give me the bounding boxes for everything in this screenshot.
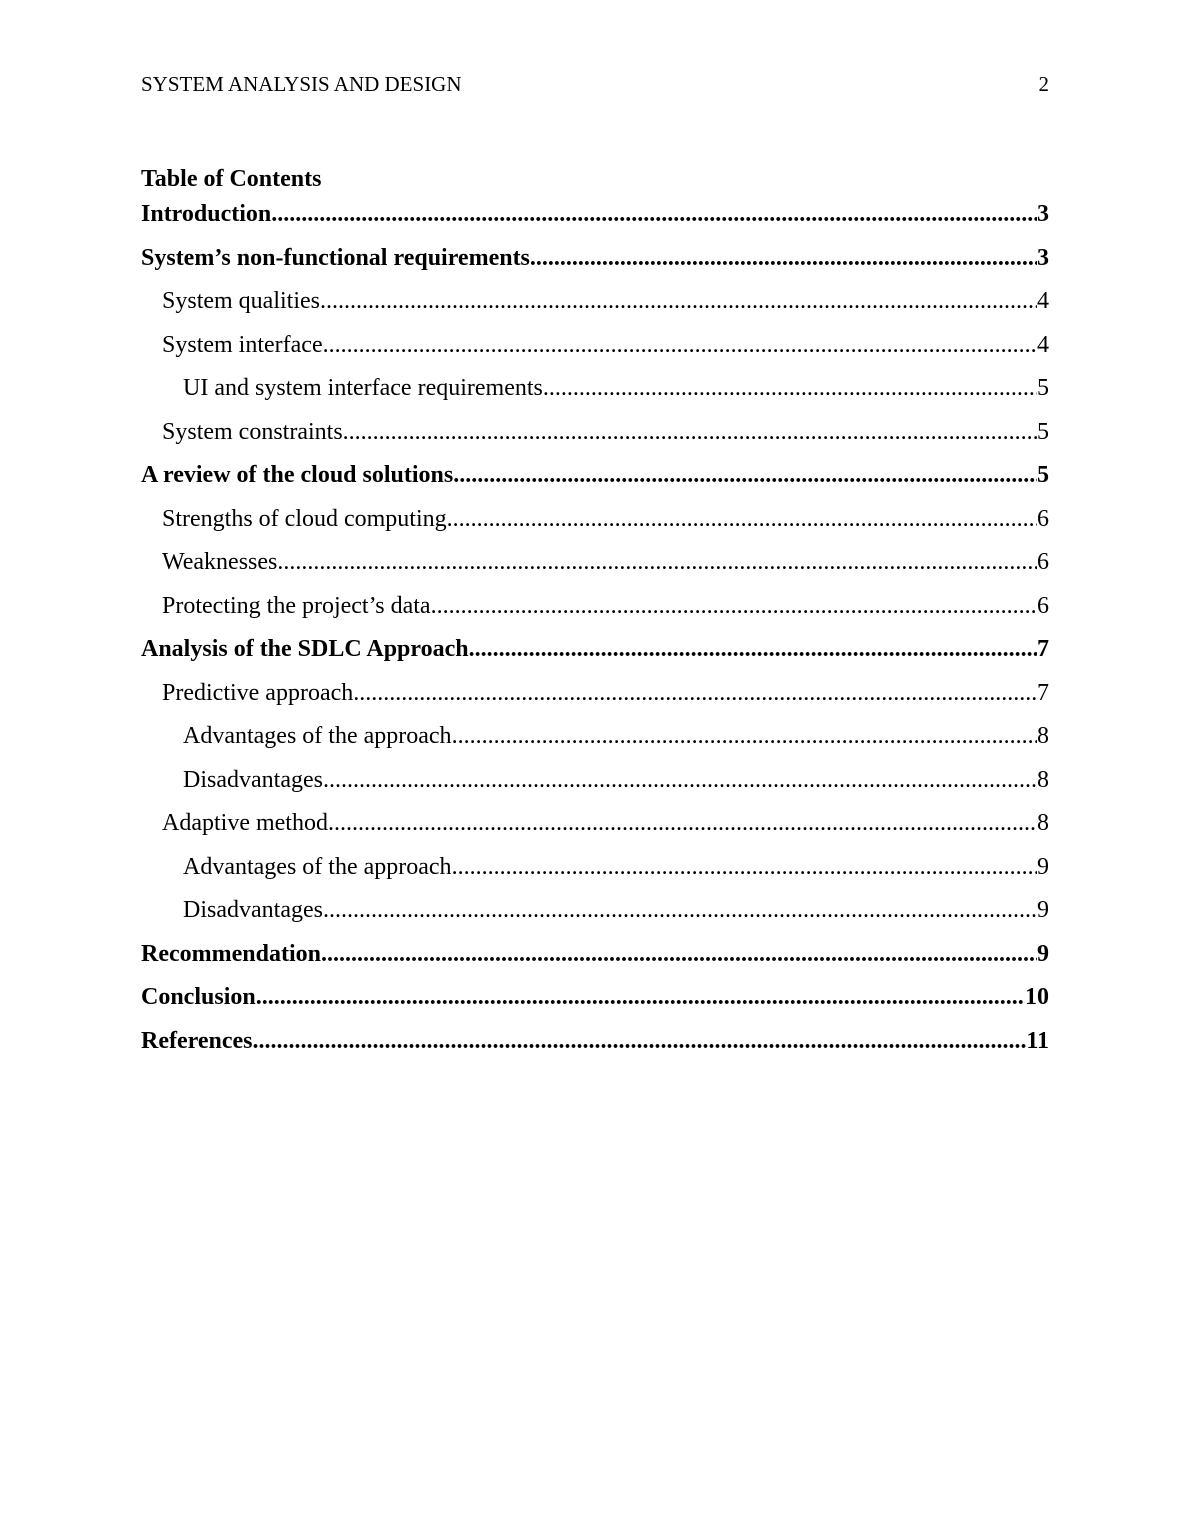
toc-leader-dots — [323, 328, 1037, 362]
toc-entry-recommendation[interactable] — [141, 937, 1049, 981]
toc-entry-page: 8 — [1037, 766, 1049, 793]
toc-leader-dots — [452, 719, 1037, 753]
toc-entry-system-constraints[interactable] — [141, 415, 1049, 459]
toc-entry-label: References — [141, 1027, 253, 1054]
toc-entry-sdlc-analysis[interactable] — [141, 632, 1049, 676]
toc-entry-predictive-approach[interactable] — [141, 676, 1049, 720]
toc-entry-label: UI and system interface requirements — [183, 375, 543, 401]
toc-entry-references[interactable] — [141, 1024, 1049, 1068]
header-title: SYSTEM ANALYSIS AND DESIGN — [141, 72, 462, 96]
toc-entry-label: Predictive approach — [162, 679, 354, 706]
toc-entry-page: 5 — [1037, 375, 1049, 401]
toc-entry-page: 8 — [1037, 810, 1049, 836]
toc-entry-label: A review of the cloud solutions — [141, 462, 454, 488]
toc-entry-protecting-data[interactable] — [141, 589, 1049, 633]
toc-leader-dots — [256, 980, 1025, 1014]
toc-entry-predictive-disadvantages[interactable] — [141, 763, 1049, 807]
toc-entry-cloud-strengths[interactable] — [141, 502, 1049, 546]
toc-entry-conclusion[interactable] — [141, 980, 1049, 1024]
toc-entry-label: Advantages of the approach — [183, 853, 452, 880]
toc-entry-system-interface[interactable] — [141, 328, 1049, 372]
toc-entry-adaptive-method[interactable] — [141, 806, 1049, 850]
toc-leader-dots — [320, 284, 1037, 318]
toc-entry-page: 9 — [1037, 940, 1049, 967]
toc-heading: Table of Contents — [141, 166, 322, 192]
toc-entry-page: 7 — [1037, 679, 1049, 706]
toc-entry-page: 5 — [1037, 418, 1049, 445]
running-header — [141, 70, 1049, 98]
toc-leader-dots — [353, 676, 1037, 710]
toc-entry-introduction[interactable] — [141, 197, 1049, 241]
toc-leader-dots — [452, 850, 1037, 884]
toc-leader-dots — [321, 937, 1037, 971]
toc-leader-dots — [343, 415, 1037, 449]
toc-entry-label: Adaptive method — [162, 810, 328, 836]
toc-leader-dots — [453, 458, 1037, 492]
toc-leader-dots — [469, 632, 1037, 666]
toc-entry-label: Recommendation — [141, 940, 321, 967]
toc-entry-page: 9 — [1037, 897, 1049, 923]
toc-entry-label: Conclusion — [141, 984, 256, 1010]
toc-entry-label: Introduction — [141, 201, 272, 227]
toc-entry-label: System interface — [162, 331, 323, 358]
toc-entry-page: 9 — [1037, 853, 1049, 880]
toc-leader-dots — [277, 545, 1037, 579]
toc-entry-label: Protecting the project’s data — [162, 592, 431, 619]
toc-leader-dots — [323, 893, 1037, 927]
toc-leader-dots — [447, 502, 1037, 536]
toc-entry-page: 11 — [1026, 1027, 1049, 1054]
toc-entry-page: 4 — [1037, 288, 1049, 314]
toc-entry-page: 7 — [1037, 636, 1049, 662]
toc-entry-label: Disadvantages — [183, 766, 323, 793]
toc-entry-cloud-solutions-review[interactable] — [141, 458, 1049, 502]
toc-leader-dots — [323, 763, 1037, 797]
toc-list — [141, 197, 1049, 1067]
toc-entry-page: 6 — [1037, 592, 1049, 619]
toc-entry-predictive-advantages[interactable] — [141, 719, 1049, 763]
toc-entry-label: Advantages of the approach — [183, 723, 452, 749]
toc-entry-page: 5 — [1037, 462, 1049, 488]
toc-entry-page: 6 — [1037, 549, 1049, 575]
toc-entry-label: Strengths of cloud computing — [162, 505, 447, 532]
toc-entry-non-functional-requirements[interactable] — [141, 241, 1049, 285]
toc-entry-page: 3 — [1037, 244, 1049, 271]
toc-entry-ui-interface-requirements[interactable] — [141, 371, 1049, 415]
toc-leader-dots — [271, 197, 1037, 231]
toc-entry-label: System constraints — [162, 418, 343, 445]
toc-entry-page: 10 — [1025, 984, 1049, 1010]
toc-entry-adaptive-advantages[interactable] — [141, 850, 1049, 894]
toc-entry-label: Weaknesses — [162, 549, 278, 575]
toc-leader-dots — [253, 1024, 1027, 1058]
toc-entry-weaknesses[interactable] — [141, 545, 1049, 589]
toc-entry-page: 4 — [1037, 331, 1049, 358]
toc-entry-page: 3 — [1037, 201, 1049, 227]
toc-entry-label: Disadvantages — [183, 897, 323, 923]
toc-entry-adaptive-disadvantages[interactable] — [141, 893, 1049, 937]
toc-entry-label: System qualities — [162, 288, 320, 314]
toc-leader-dots — [543, 371, 1037, 405]
header-page-number: 2 — [1038, 72, 1049, 96]
toc-entry-label: System’s non-functional requirements — [141, 244, 530, 271]
toc-entry-label: Analysis of the SDLC Approach — [141, 636, 469, 662]
toc-entry-page: 6 — [1037, 505, 1049, 532]
toc-entry-system-qualities[interactable] — [141, 284, 1049, 328]
toc-leader-dots — [328, 806, 1037, 840]
toc-leader-dots — [530, 241, 1037, 275]
toc-leader-dots — [431, 589, 1037, 623]
toc-entry-page: 8 — [1037, 723, 1049, 749]
